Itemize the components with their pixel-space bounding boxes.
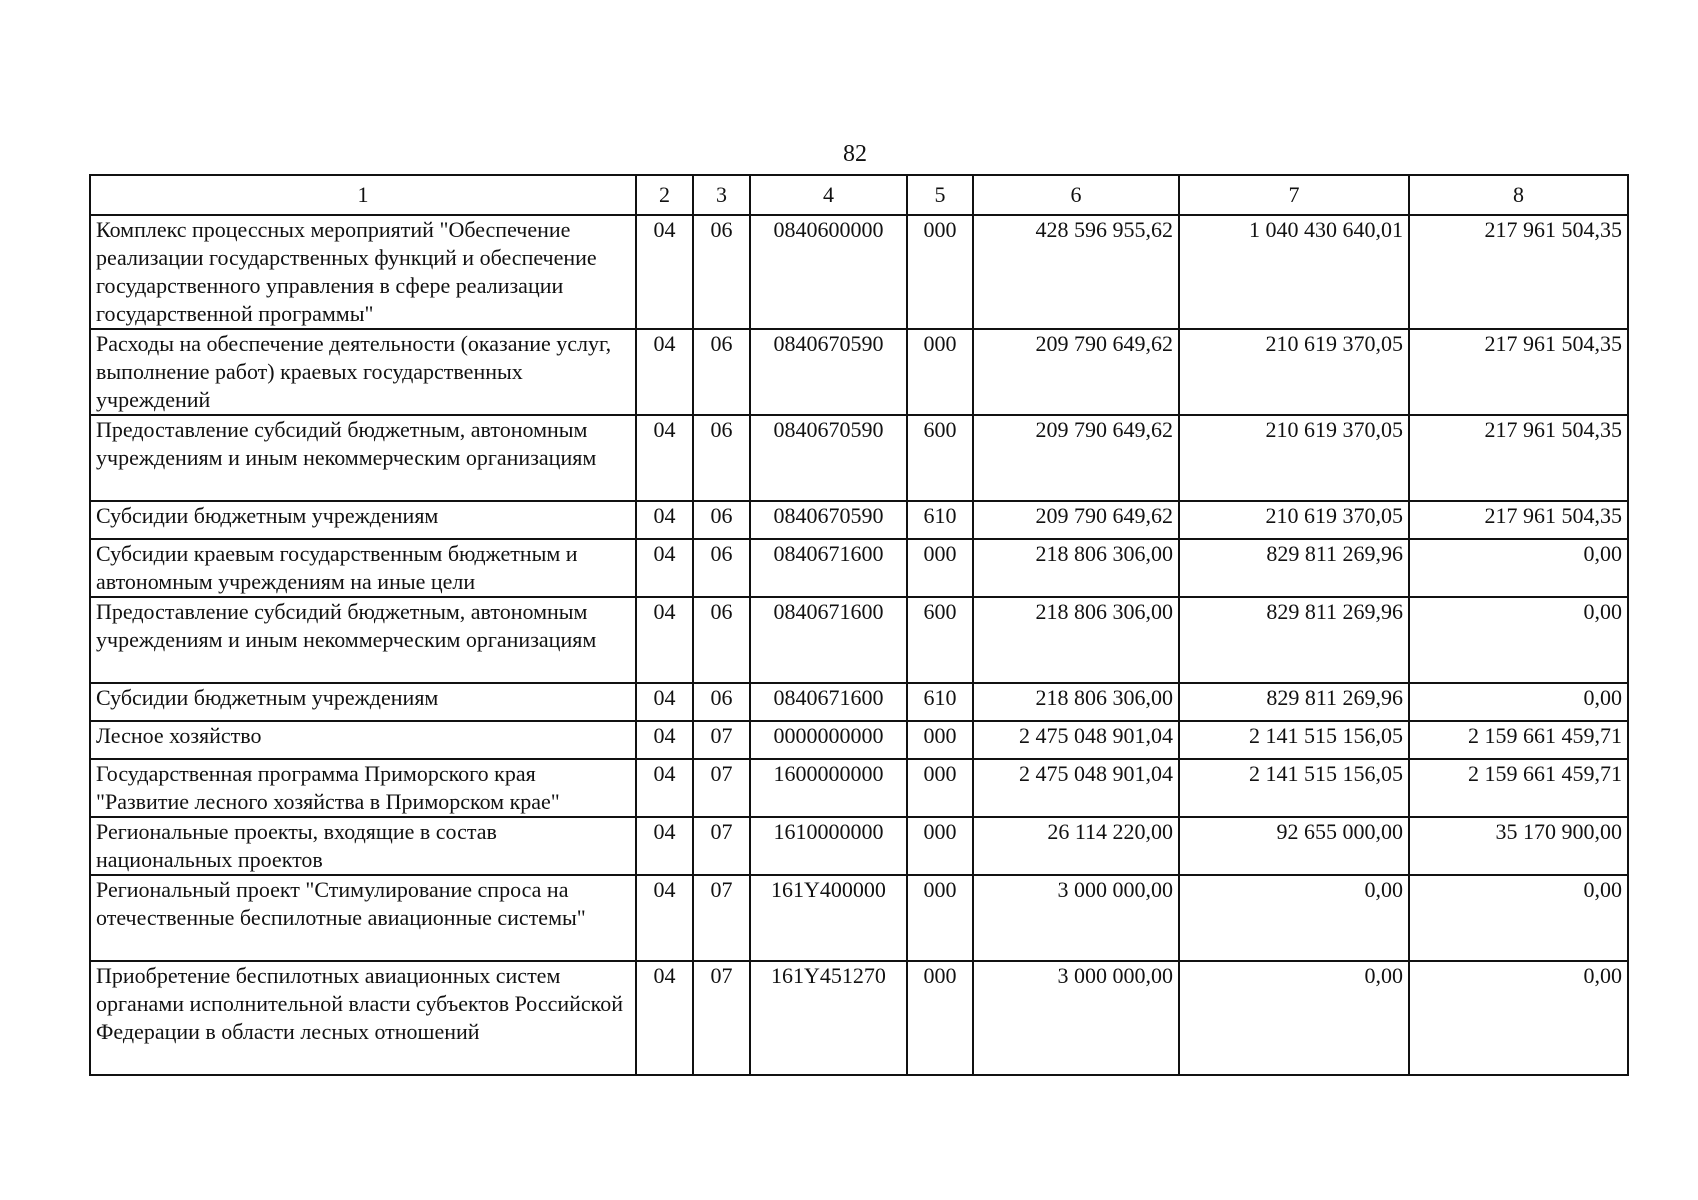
code-expense-type: 000 <box>907 817 973 875</box>
budget-table <box>89 174 1629 1076</box>
code-target: 0840670590 <box>750 329 907 415</box>
row-name: Предоставление субсидий бюджетным, автономным учреждениям и иным некоммерческим организациям <box>90 597 636 683</box>
code-expense-type: 000 <box>907 329 973 415</box>
row-name: Субсидии краевым государственным бюджетным и автономным учреждениям на иные цели <box>90 539 636 597</box>
code-target: 0840671600 <box>750 539 907 597</box>
amount-col7: 210 619 370,05 <box>1179 415 1409 501</box>
code-subsection: 06 <box>693 539 750 597</box>
amount-col7: 210 619 370,05 <box>1179 501 1409 539</box>
row-name: Расходы на обеспечение деятельности (оказание услуг, выполнение работ) краевых государственных учреждений <box>90 329 636 415</box>
row-name: Государственная программа Приморского края "Развитие лесного хозяйства в Приморском крае" <box>90 759 636 817</box>
code-expense-type: 000 <box>907 539 973 597</box>
column-header: 4 <box>750 175 907 215</box>
code-section: 04 <box>636 597 693 683</box>
amount-col8: 0,00 <box>1409 875 1628 961</box>
code-subsection: 07 <box>693 721 750 759</box>
code-section: 04 <box>636 539 693 597</box>
row-name: Субсидии бюджетным учреждениям <box>90 683 636 721</box>
row-name: Региональный проект "Стимулирование спроса на отечественные беспилотные авиационные системы" <box>90 875 636 961</box>
column-header: 7 <box>1179 175 1409 215</box>
amount-col7: 0,00 <box>1179 875 1409 961</box>
amount-col8: 2 159 661 459,71 <box>1409 759 1628 817</box>
code-section: 04 <box>636 817 693 875</box>
table-row <box>90 961 1628 1075</box>
code-target: 0000000000 <box>750 721 907 759</box>
table-header-row <box>90 175 1628 215</box>
code-subsection: 06 <box>693 501 750 539</box>
code-subsection: 06 <box>693 215 750 329</box>
code-target: 0840600000 <box>750 215 907 329</box>
amount-col7: 2 141 515 156,05 <box>1179 759 1409 817</box>
row-name: Лесное хозяйство <box>90 721 636 759</box>
code-expense-type: 600 <box>907 415 973 501</box>
amount-col6: 218 806 306,00 <box>973 597 1179 683</box>
amount-col6: 26 114 220,00 <box>973 817 1179 875</box>
code-section: 04 <box>636 415 693 501</box>
code-expense-type: 000 <box>907 875 973 961</box>
table-row <box>90 539 1628 597</box>
amount-col7: 1 040 430 640,01 <box>1179 215 1409 329</box>
column-header: 1 <box>90 175 636 215</box>
column-header: 2 <box>636 175 693 215</box>
table-row <box>90 683 1628 721</box>
column-header: 6 <box>973 175 1179 215</box>
amount-col6: 428 596 955,62 <box>973 215 1179 329</box>
code-target: 0840670590 <box>750 415 907 501</box>
amount-col7: 829 811 269,96 <box>1179 683 1409 721</box>
amount-col8: 217 961 504,35 <box>1409 415 1628 501</box>
code-target: 161Y451270 <box>750 961 907 1075</box>
amount-col7: 829 811 269,96 <box>1179 597 1409 683</box>
code-expense-type: 000 <box>907 961 973 1075</box>
amount-col8: 217 961 504,35 <box>1409 329 1628 415</box>
code-target: 0840671600 <box>750 597 907 683</box>
code-target: 0840670590 <box>750 501 907 539</box>
table-row <box>90 215 1628 329</box>
amount-col7: 92 655 000,00 <box>1179 817 1409 875</box>
code-subsection: 06 <box>693 597 750 683</box>
code-target: 0840671600 <box>750 683 907 721</box>
row-name: Приобретение беспилотных авиационных систем органами исполнительной власти субъектов Российской Федерации в области лесных отношений <box>90 961 636 1075</box>
table-row <box>90 415 1628 501</box>
code-expense-type: 000 <box>907 215 973 329</box>
row-name: Предоставление субсидий бюджетным, автономным учреждениям и иным некоммерческим организациям <box>90 415 636 501</box>
code-expense-type: 610 <box>907 501 973 539</box>
amount-col8: 0,00 <box>1409 539 1628 597</box>
table-row <box>90 329 1628 415</box>
code-target: 1610000000 <box>750 817 907 875</box>
amount-col6: 2 475 048 901,04 <box>973 759 1179 817</box>
column-header: 8 <box>1409 175 1628 215</box>
code-subsection: 06 <box>693 683 750 721</box>
amount-col6: 3 000 000,00 <box>973 961 1179 1075</box>
code-section: 04 <box>636 501 693 539</box>
amount-col8: 35 170 900,00 <box>1409 817 1628 875</box>
row-name: Субсидии бюджетным учреждениям <box>90 501 636 539</box>
amount-col6: 218 806 306,00 <box>973 539 1179 597</box>
code-section: 04 <box>636 721 693 759</box>
table-row <box>90 597 1628 683</box>
row-name: Региональные проекты, входящие в состав национальных проектов <box>90 817 636 875</box>
code-section: 04 <box>636 759 693 817</box>
column-header: 5 <box>907 175 973 215</box>
table-row <box>90 817 1628 875</box>
amount-col8: 0,00 <box>1409 597 1628 683</box>
code-subsection: 06 <box>693 329 750 415</box>
amount-col7: 2 141 515 156,05 <box>1179 721 1409 759</box>
code-subsection: 07 <box>693 875 750 961</box>
code-section: 04 <box>636 683 693 721</box>
code-subsection: 06 <box>693 415 750 501</box>
amount-col8: 0,00 <box>1409 961 1628 1075</box>
row-name: Комплекс процессных мероприятий "Обеспечение реализации государственных функций и обеспечение государственного управления в сфере реализации государственной программы" <box>90 215 636 329</box>
amount-col7: 829 811 269,96 <box>1179 539 1409 597</box>
amount-col7: 0,00 <box>1179 961 1409 1075</box>
code-section: 04 <box>636 875 693 961</box>
amount-col8: 0,00 <box>1409 683 1628 721</box>
amount-col8: 217 961 504,35 <box>1409 501 1628 539</box>
page-number: 82 <box>843 141 867 167</box>
code-expense-type: 600 <box>907 597 973 683</box>
code-expense-type: 000 <box>907 721 973 759</box>
table-row <box>90 759 1628 817</box>
code-section: 04 <box>636 329 693 415</box>
code-expense-type: 000 <box>907 759 973 817</box>
table-row <box>90 721 1628 759</box>
code-subsection: 07 <box>693 817 750 875</box>
amount-col8: 2 159 661 459,71 <box>1409 721 1628 759</box>
code-section: 04 <box>636 215 693 329</box>
code-target: 1600000000 <box>750 759 907 817</box>
amount-col6: 209 790 649,62 <box>973 329 1179 415</box>
table-row <box>90 875 1628 961</box>
table-row <box>90 501 1628 539</box>
code-subsection: 07 <box>693 961 750 1075</box>
amount-col7: 210 619 370,05 <box>1179 329 1409 415</box>
amount-col6: 3 000 000,00 <box>973 875 1179 961</box>
code-expense-type: 610 <box>907 683 973 721</box>
code-target: 161Y400000 <box>750 875 907 961</box>
amount-col8: 217 961 504,35 <box>1409 215 1628 329</box>
code-subsection: 07 <box>693 759 750 817</box>
amount-col6: 209 790 649,62 <box>973 415 1179 501</box>
amount-col6: 2 475 048 901,04 <box>973 721 1179 759</box>
amount-col6: 218 806 306,00 <box>973 683 1179 721</box>
column-header: 3 <box>693 175 750 215</box>
amount-col6: 209 790 649,62 <box>973 501 1179 539</box>
code-section: 04 <box>636 961 693 1075</box>
